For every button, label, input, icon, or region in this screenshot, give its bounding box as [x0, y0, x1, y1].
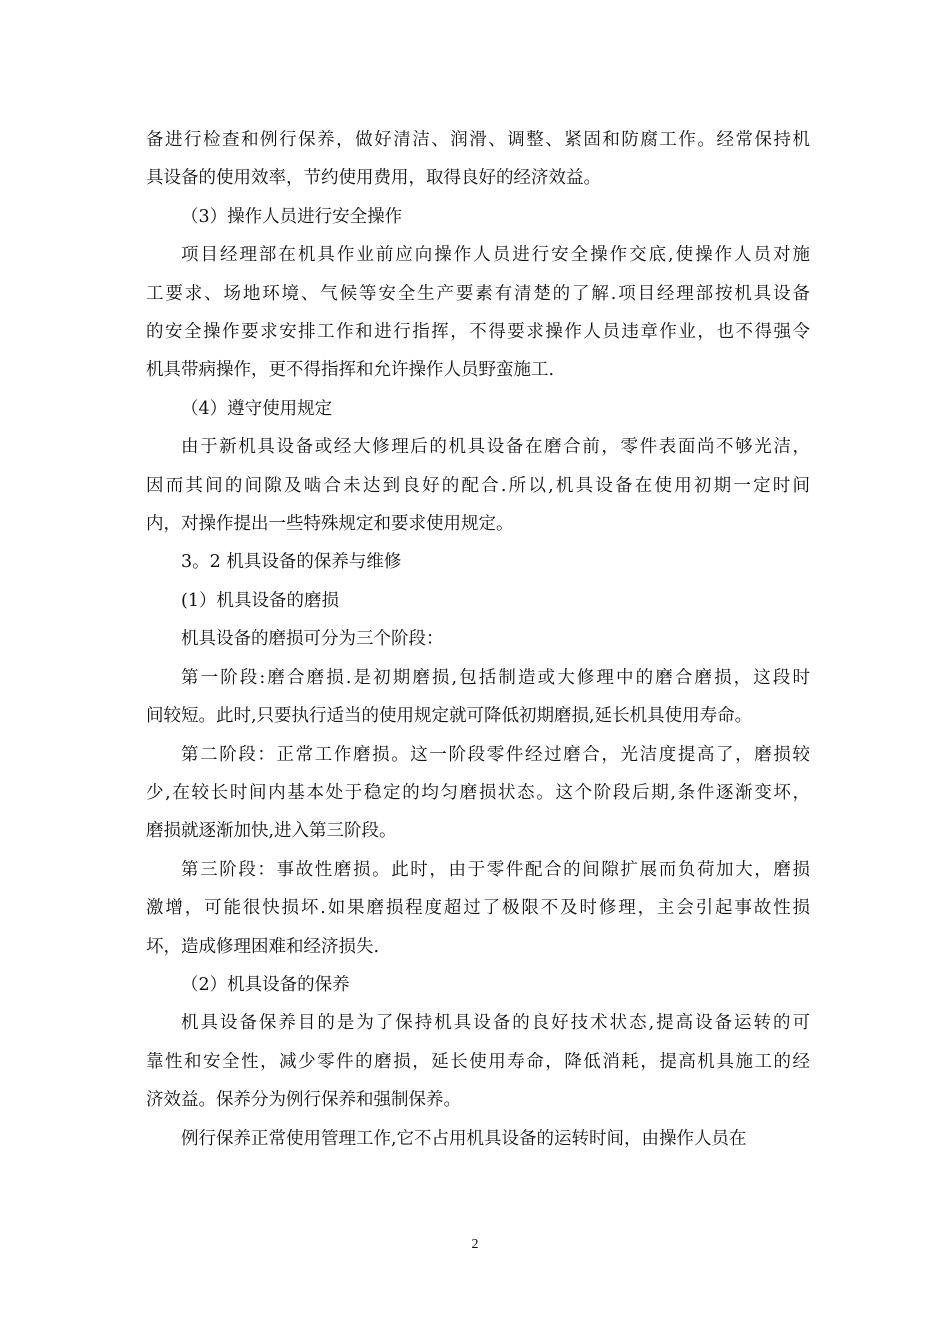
text-line: 内，对操作提出一些特殊规定和要求使用规定。 — [146, 514, 514, 535]
text-line: 间较短。此时,只要执行适当的使用规定就可降低初期磨损,延长机具使用寿命。 — [146, 706, 753, 727]
paragraph-p2 — [146, 236, 810, 390]
paragraph-h32 — [146, 543, 810, 581]
text-line: 激增，可能很快损坏.如果磨损程度超过了极限不及时修理，主会引起事故性损 — [146, 898, 810, 919]
document-body — [146, 121, 810, 1158]
text-line: 具设备的使用效率，节约使用费用，取得良好的经济效益。 — [146, 168, 601, 189]
paragraph-p1 — [146, 121, 810, 198]
text-line: 第二阶段：正常工作磨损。这一阶段零件经过磨合，光洁度提高了，磨损较 — [181, 744, 810, 765]
text-line: （4）遵守使用规定 — [181, 398, 333, 419]
text-line: 机具设备的磨损可分为三个阶段： — [181, 629, 444, 650]
paragraph-p4 — [146, 620, 810, 658]
text-line: 因而其间的间隙及啮合未达到良好的配合.所以,机具设备在使用初期一定时间 — [146, 475, 810, 496]
text-line: 由于新机具设备或经大修理后的机具设备在磨合前，零件表面尚不够光洁， — [181, 437, 810, 458]
text-line: 例行保养正常使用管理工作,它不占用机具设备的运转时间，由操作人员在 — [181, 1128, 747, 1149]
paragraph-p3 — [146, 428, 810, 543]
text-line: 项目经理部在机具作业前应向操作人员进行安全操作交底,使操作人员对施 — [181, 245, 810, 266]
text-line: 济效益。保养分为例行保养和强制保养。 — [146, 1090, 461, 1111]
text-line: 靠性和安全性，减少零件的磨损，延长使用寿命，降低消耗，提高机具施工的经 — [146, 1051, 810, 1072]
text-line: (1）机具设备的磨损 — [181, 590, 339, 611]
text-line: （2）机具设备的保养 — [181, 974, 350, 995]
text-line: 第三阶段：事故性磨损。此时，由于零件配合的间隙扩展而负荷加大，磨损 — [181, 859, 810, 880]
paragraph-p7 — [146, 851, 810, 966]
paragraph-p9 — [146, 1120, 810, 1158]
text-line: 第一阶段:磨合磨损.是初期磨损,包括制造或大修理中的磨合磨损，这段时 — [181, 667, 810, 688]
text-line: 机具设备保养目的是为了保持机具设备的良好技术状态,提高设备运转的可 — [181, 1013, 810, 1034]
text-line: 工要求、场地环境、气候等安全生产要素有清楚的了解.项目经理部按机具设备 — [146, 283, 810, 304]
text-line: 的安全操作要求安排工作和进行指挥，不得要求操作人员违章作业，也不得强令 — [146, 322, 810, 343]
text-line: 少,在较长时间内基本处于稳定的均匀磨损状态。这个阶段后期,条件逐渐变坏， — [146, 782, 810, 803]
paragraph-p8 — [146, 1004, 810, 1119]
text-line: 磨损就逐渐加快,进入第三阶段。 — [146, 821, 397, 842]
paragraph-h2 — [146, 966, 810, 1004]
paragraph-p6 — [146, 736, 810, 851]
text-line: 3。2 机具设备的保养与维修 — [181, 552, 402, 573]
paragraph-h3 — [146, 198, 810, 236]
paragraph-h4 — [146, 390, 810, 428]
text-line: （3）操作人员进行安全操作 — [181, 206, 403, 227]
text-line: 坏，造成修理困难和经济损失. — [146, 936, 380, 957]
text-line: 机具带病操作，更不得指挥和允许操作人员野蛮施工. — [146, 360, 555, 381]
page-number: 2 — [471, 1237, 479, 1252]
text-line: 备进行检查和例行保养，做好清洁、润滑、调整、紧固和防腐工作。经常保持机 — [146, 130, 810, 150]
paragraph-h1 — [146, 582, 810, 620]
paragraph-p5 — [146, 659, 810, 736]
